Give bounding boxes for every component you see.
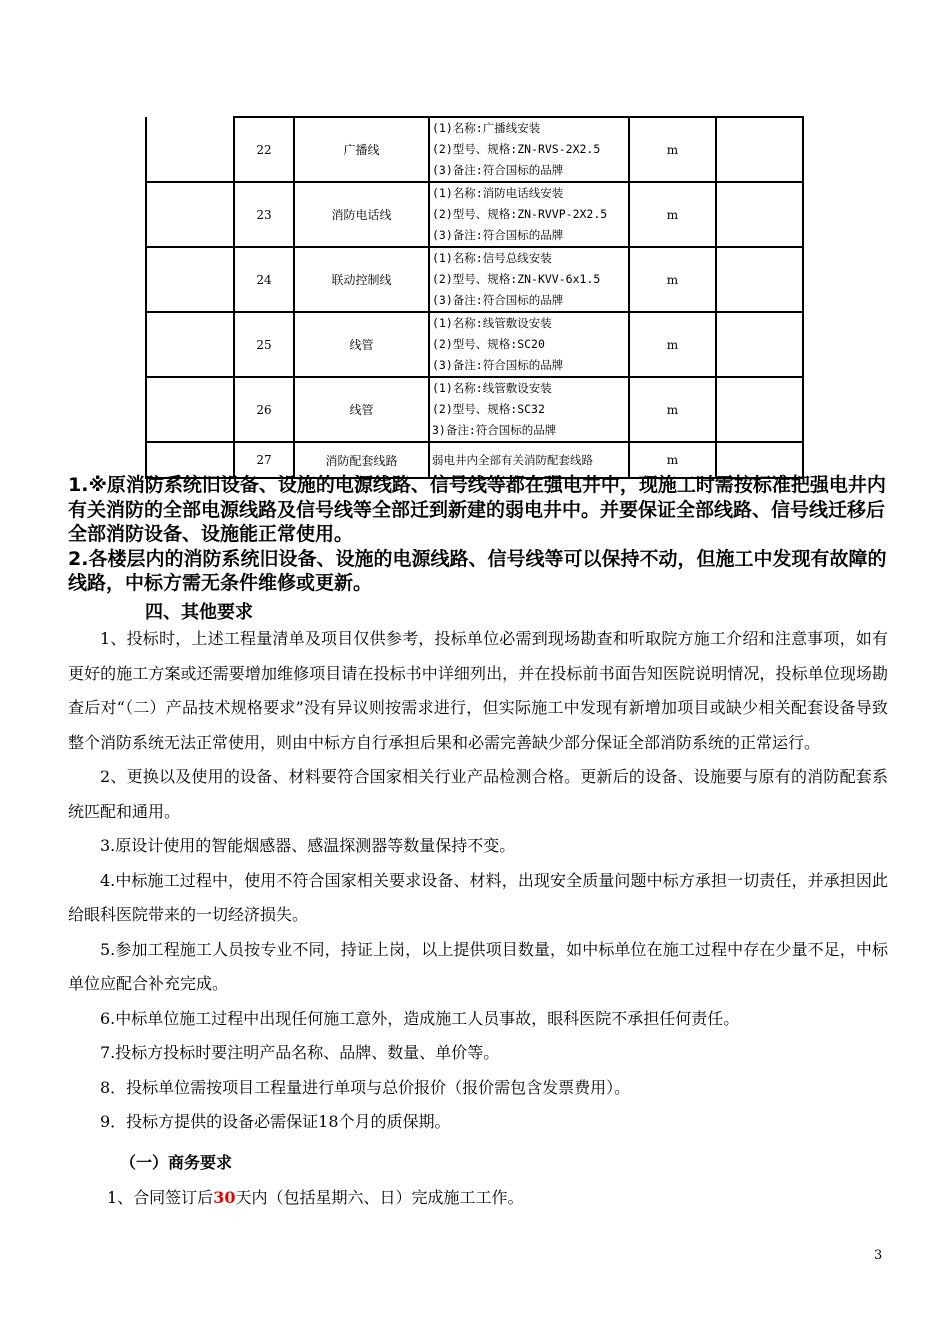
paragraph: 6.中标单位施工过程中出现任何施工意外，造成施工人员事故，眼科医院不承担任何责任。 <box>100 1008 740 1028</box>
item-description <box>429 117 629 182</box>
table-row <box>146 182 803 247</box>
blank-cell <box>146 117 234 182</box>
description-line: (2)型号、规格:ZN-KVV-6x1.5 <box>432 272 601 286</box>
item-name: 广播线 <box>294 117 429 182</box>
item-description <box>429 377 629 442</box>
paragraph: 1、投标时，上述工程量清单及项目仅供参考，投标单位必需到现场勘查和听取院方施工介绍和注意事项，如有更好的施工方案或还需要增加维修项目请在投标书中详细列出，并在投标前书面告知医院说明情况，投标单位现场勘查后对“（二）产品技术规格要求”没有异议则按需求进行，但实际施工中发现有新增加项目或缺少相关配套设备导致整个消防系统无法正常使用，则由中标方自行承担后果和必需完善缺少部分保证全部消防系统的正常运行。 <box>68 629 888 752</box>
item-number: 26 <box>234 377 294 442</box>
note-2: 2.各楼层内的消防系统旧设备、设施的电源线路、信号线等可以保持不动，但施工中发现有故障的线路，中标方需无条件维修或更新。 <box>68 547 887 594</box>
description-line: (1)名称:线管敷设安装 <box>432 381 552 395</box>
item-description <box>429 312 629 377</box>
description-line: (1)名称:线管敷设安装 <box>432 316 552 330</box>
table-row <box>146 247 803 312</box>
description-line: (1)名称:消防电话线安装 <box>432 186 564 200</box>
sub-heading: （一）商务要求 <box>120 1153 233 1172</box>
table-row <box>146 312 803 377</box>
item-name: 线管 <box>294 312 429 377</box>
description-line: (2)型号、规格:SC20 <box>432 337 545 351</box>
item-quantity <box>716 182 803 247</box>
paragraph: 3.原设计使用的智能烟感器、感温探测器等数量保持不变。 <box>100 836 516 855</box>
table-row <box>146 377 803 442</box>
item-number: 24 <box>234 247 294 312</box>
item-unit: m <box>629 442 716 478</box>
table-row <box>146 117 803 182</box>
item-unit: m <box>629 312 716 377</box>
commerce-days: 30 <box>213 1188 236 1207</box>
item-name: 联动控制线 <box>294 247 429 312</box>
section-title: 四、其他要求 <box>145 602 253 623</box>
description-line: (3)备注:符合国标的品牌 <box>432 358 564 372</box>
description-line: (2)型号、规格:SC32 <box>432 402 545 416</box>
item-unit: m <box>629 377 716 442</box>
description-line: (3)备注:符合国标的品牌 <box>432 228 564 242</box>
spec-table <box>145 116 804 479</box>
blank-cell <box>146 377 234 442</box>
requirements-body <box>68 622 888 1140</box>
item-name: 消防电话线 <box>294 182 429 247</box>
item-quantity <box>716 247 803 312</box>
description-line: (3)备注:符合国标的品牌 <box>432 163 564 177</box>
description-line: 3)备注:符合国标的品牌 <box>432 423 557 437</box>
item-number: 23 <box>234 182 294 247</box>
paragraph: 2、更换以及使用的设备、材料要符合国家相关行业产品检测合格。更新后的设备、设施要与原有的消防配套系统匹配和通用。 <box>68 767 888 821</box>
paragraph: 5.参加工程施工人员按专业不同，持证上岗，以上提供项目数量，如中标单位在施工过程中存在少量不足，中标单位应配合补充完成。 <box>68 939 888 993</box>
paragraph: 8．投标单位需按项目工程量进行单项与总价报价（报价需包含发票费用）。 <box>100 1077 631 1097</box>
item-quantity <box>716 312 803 377</box>
paragraph: 9．投标方提供的设备必需保证18个月的质保期。 <box>100 1112 451 1131</box>
item-description <box>429 182 629 247</box>
note-1: 1.※原消防系统旧设备、设施的电源线路、信号线等都在强电井中，现施工时需按标准把强电井内有关消防的全部电源线路及信号线等全部迁到新建的弱电井中。并要保证全部线路、信号线迁移后全部消防设备、设施能正常使用。 <box>68 474 886 545</box>
item-number: 25 <box>234 312 294 377</box>
description-line: (1)名称:信号总线安装 <box>432 251 552 265</box>
description-line: (1)名称:广播线安装 <box>432 121 541 135</box>
blank-cell <box>146 247 234 312</box>
item-quantity <box>716 377 803 442</box>
item-name: 消防配套线路 <box>294 442 429 478</box>
blank-cell <box>146 182 234 247</box>
item-description <box>429 247 629 312</box>
paragraph: 7.投标方投标时要注明产品名称、品牌、数量、单价等。 <box>100 1043 500 1062</box>
paragraph: 4.中标施工过程中，使用不符合国家相关要求设备、材料，出现安全质量问题中标方承担一切责任，并承担因此给眼科医院带来的一切经济损失。 <box>68 870 888 924</box>
description-line: (2)型号、规格:ZN-RVVP-2X2.5 <box>432 207 608 221</box>
commerce-suffix: 天内（包括星期六、日）完成施工工作。 <box>235 1188 524 1207</box>
item-number: 27 <box>234 442 294 478</box>
commerce-prefix: 1、合同签订后 <box>107 1188 214 1207</box>
item-number: 22 <box>234 117 294 182</box>
item-unit: m <box>629 182 716 247</box>
item-name: 线管 <box>294 377 429 442</box>
description-line: (2)型号、规格:ZN-RVS-2X2.5 <box>432 142 601 156</box>
item-unit: m <box>629 117 716 182</box>
page-number: 3 <box>874 1248 883 1263</box>
item-unit: m <box>629 247 716 312</box>
item-quantity <box>716 117 803 182</box>
commerce-item <box>107 1185 523 1208</box>
description-line: (3)备注:符合国标的品牌 <box>432 293 564 307</box>
blank-cell <box>146 312 234 377</box>
description-line: 弱电井内全部有关消防配套线路 <box>432 453 593 467</box>
bold-notes <box>68 473 888 596</box>
